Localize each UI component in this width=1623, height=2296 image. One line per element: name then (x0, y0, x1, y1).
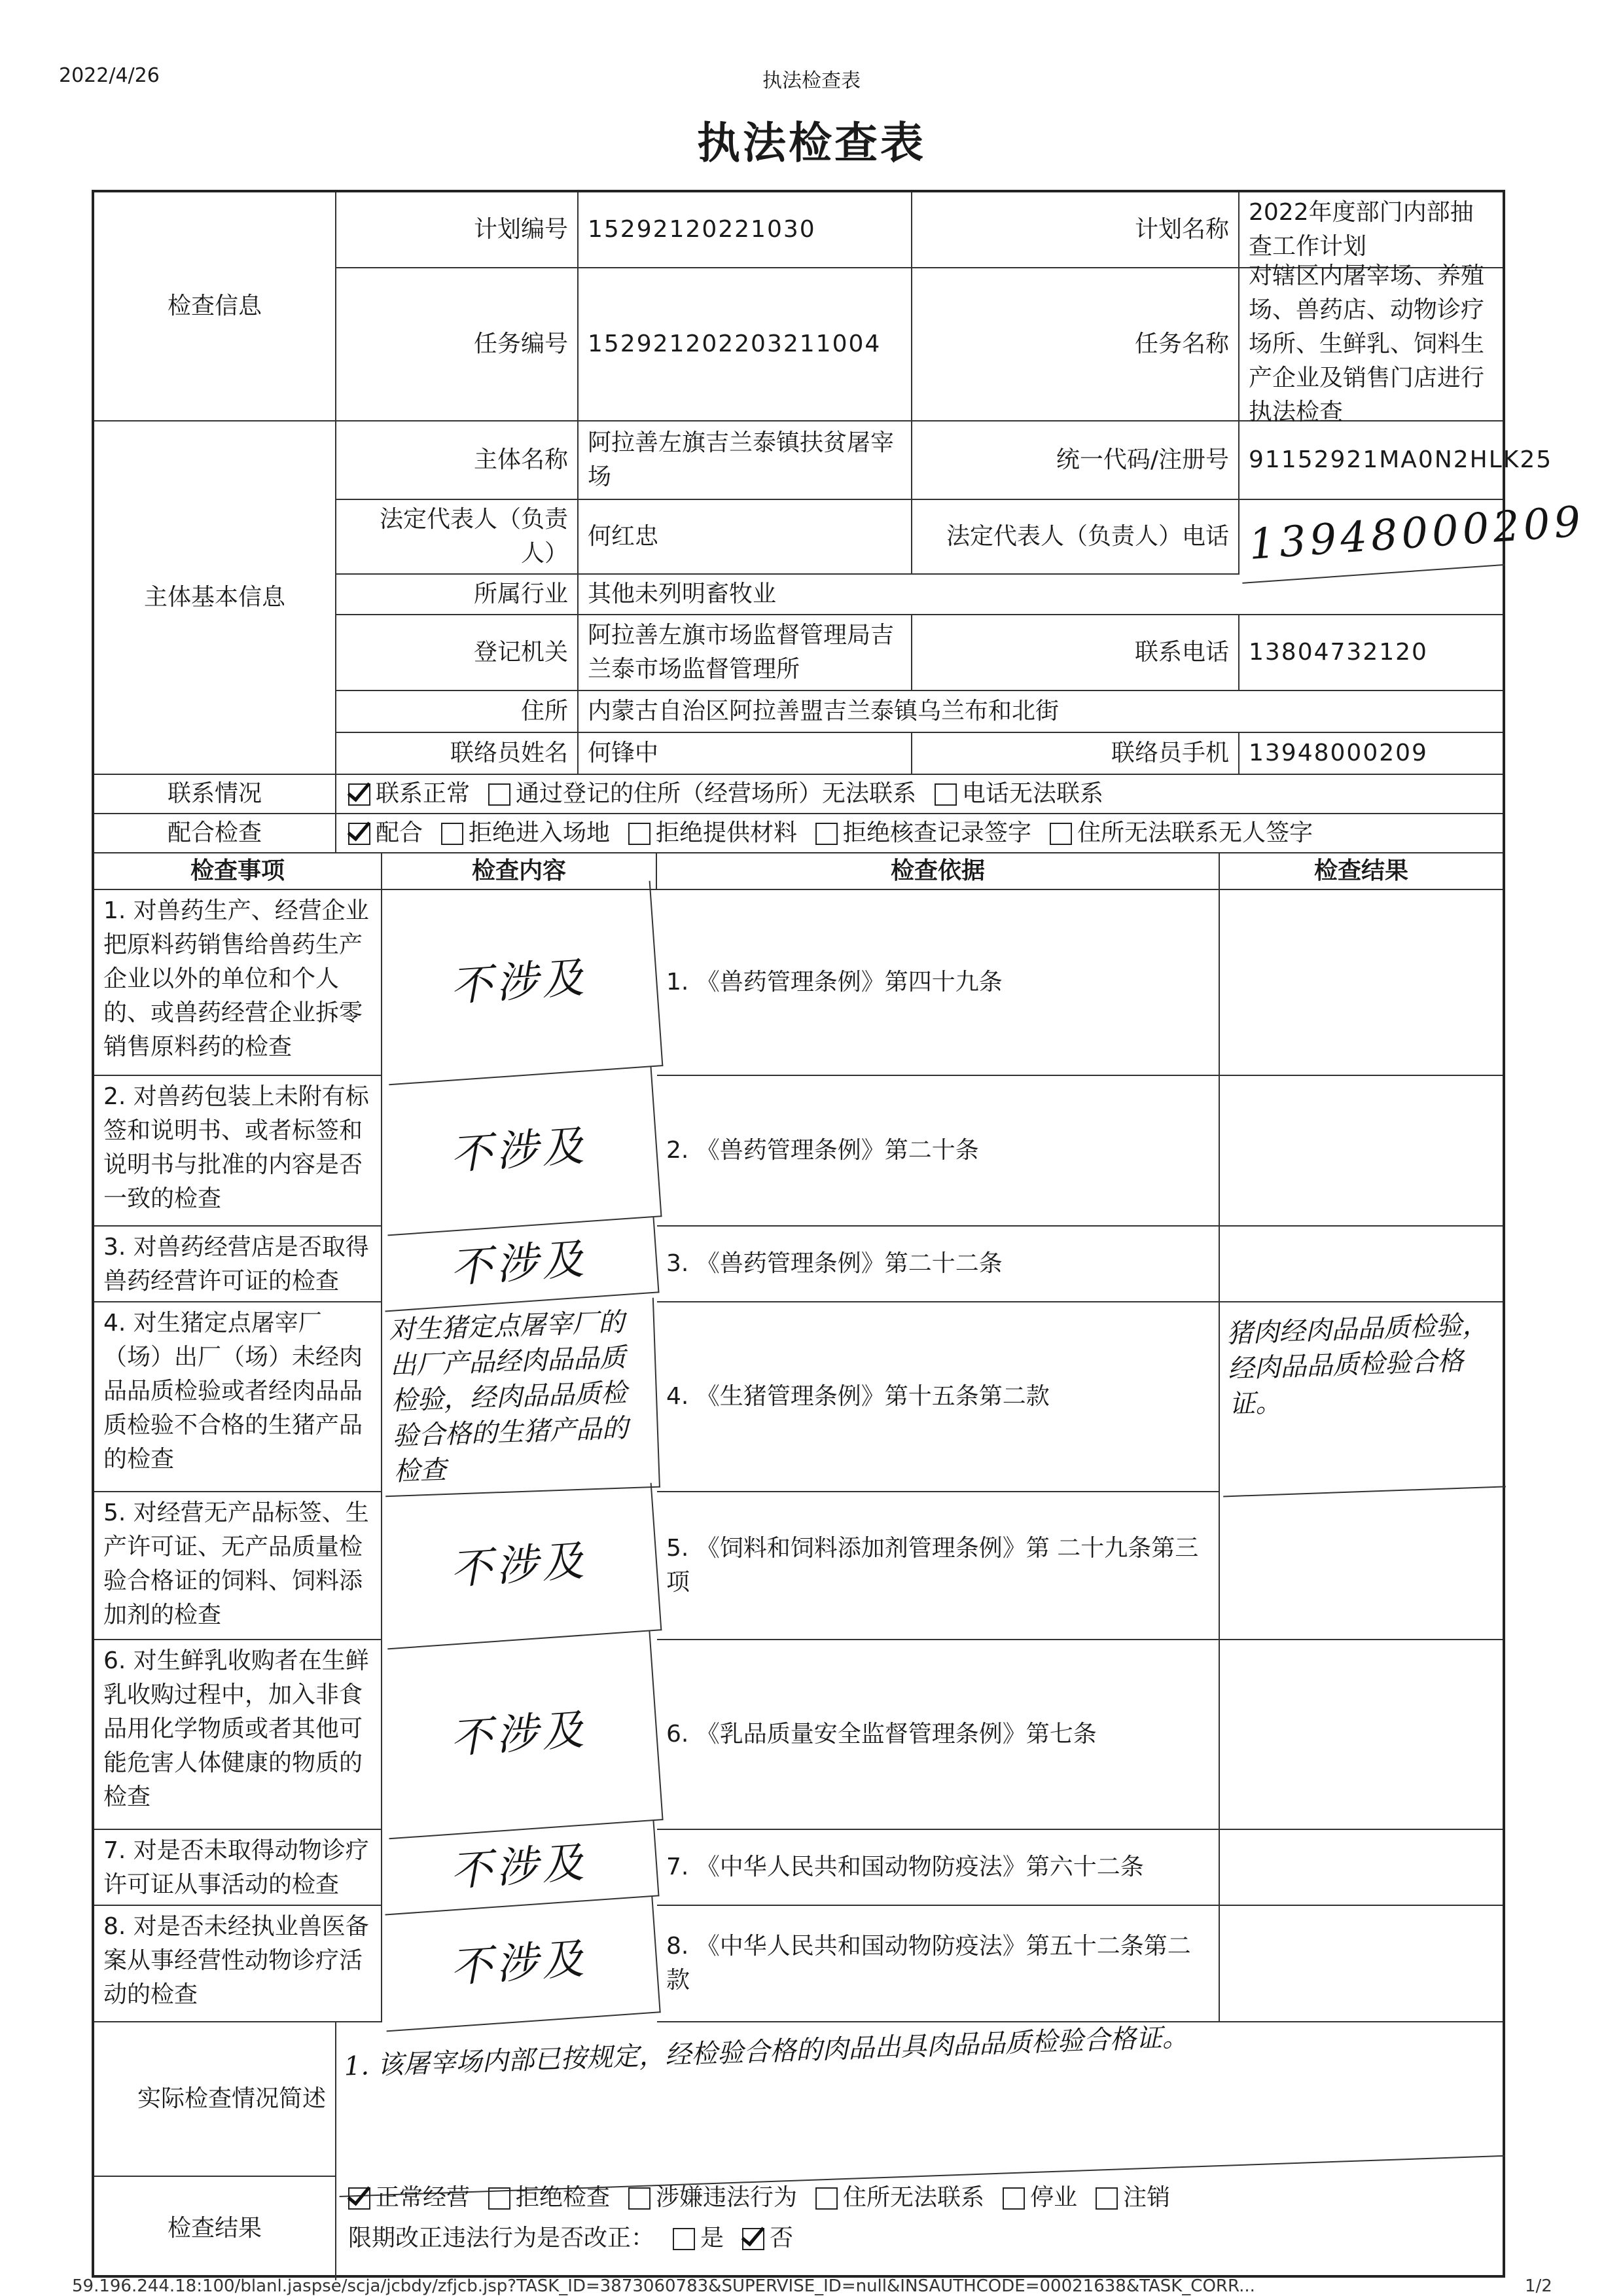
rectify-option-no[interactable] (730, 2221, 793, 2255)
address-row (94, 691, 1503, 733)
checkbox-icon[interactable] (815, 2187, 838, 2210)
item-basis: 3. 《兽药管理条例》第二十二条 (657, 1227, 1220, 1302)
actual-situation-handwritten: 1. 该屠宰场内部已按规定，经检验合格的肉品出具肉品品质检验合格证。 (334, 2002, 1505, 2197)
item-content-handwritten: 不涉及 (378, 1897, 660, 2032)
contact-option-address-unreachable[interactable] (476, 777, 916, 811)
table-row (94, 1302, 1503, 1492)
contact-phone-label: 联系电话 (912, 615, 1240, 691)
authority-value: 阿拉善左旗市场监督管理局吉兰泰市场监督管理所 (579, 615, 912, 691)
item-result (1220, 1640, 1503, 1830)
checkbox-checked-icon[interactable] (348, 783, 370, 806)
option-label: 电话无法联系 (962, 780, 1104, 807)
checkbox-icon[interactable] (441, 823, 463, 845)
liaison-value: 何锋中 (579, 733, 912, 775)
address-label: 住所 (336, 691, 579, 733)
option-label: 注销 (1123, 2184, 1171, 2211)
industry-row (94, 575, 1503, 615)
items-header-result: 检查结果 (1220, 853, 1503, 890)
table-row (94, 890, 1503, 1076)
address-value: 内蒙古自治区阿拉善盟吉兰泰镇乌兰布和北街 (579, 691, 1503, 733)
item-description: 3. 对兽药经营店是否取得兽药经营许可证的检查 (94, 1227, 382, 1302)
print-header-title: 执法检查表 (762, 69, 861, 92)
item-description: 4. 对生猪定点屠宰厂（场）出厂（场）未经肉品品质检验或者经肉品品质检验不合格的生猪产品的检查 (94, 1302, 382, 1492)
option-label: 通过登记的住所（经营场所）无法联系 (516, 780, 917, 807)
print-footer-url: 59.196.244.18:100/blanl.jaspse/scja/jcbdy/zfjcb.jsp?TASK_ID=3873060783&SUPERVISE_ID=null&INSAUTHCODE=00021638&TASK_CORR... (72, 2276, 1255, 2296)
item-result (1220, 1227, 1503, 1302)
checkbox-icon[interactable] (1050, 823, 1072, 845)
cooperation-row (94, 814, 1503, 853)
rectify-label: 限期改正违法行为是否改正： (348, 2225, 655, 2251)
table-row (94, 1492, 1503, 1640)
plan-no-value: 15292120221030 (579, 192, 912, 268)
item-description: 2. 对兽药包装上未附有标签和说明书、或者标签和说明书与批准的内容是否一致的检查 (94, 1076, 382, 1227)
option-label: 拒绝进入场地 (469, 819, 611, 846)
plan-row (94, 192, 1503, 268)
rectify-line (336, 2221, 1493, 2255)
item-content-handwritten: 不涉及 (380, 1217, 659, 1312)
inspection-table (92, 190, 1586, 2278)
checkbox-icon[interactable] (488, 783, 510, 806)
item-result (1220, 890, 1503, 1076)
actual-situation-row (94, 2022, 1503, 2177)
legal-phone-handwritten: 13948000209 (1238, 491, 1505, 584)
document-title: 执法检查表 (697, 118, 926, 168)
authority-label: 登记机关 (336, 615, 579, 691)
contact-status-options (336, 775, 1503, 814)
coop-option-refuse-materials[interactable] (616, 816, 797, 850)
item-result (1220, 1076, 1503, 1227)
items-header-row (94, 853, 1503, 890)
contact-status-label: 联系情况 (94, 775, 336, 814)
option-label: 停业 (1030, 2184, 1078, 2211)
contact-phone-value: 13804732120 (1240, 615, 1503, 691)
item-basis: 7. 《中华人民共和国动物防疫法》第六十二条 (657, 1830, 1220, 1906)
item-basis: 5. 《饲料和饲料添加剂管理条例》第 二十九条第三项 (657, 1492, 1220, 1640)
option-label: 拒绝核查记录签字 (843, 819, 1032, 846)
result-option-normal[interactable] (336, 2181, 470, 2215)
option-label: 拒绝检查 (516, 2184, 611, 2211)
item-result-handwritten: 猪肉经肉品品质检验，经肉品品质检验合格证。 (1217, 1298, 1506, 1498)
liaison-label: 联络员姓名 (336, 733, 579, 775)
option-label: 住所无法联系无人签字 (1077, 819, 1313, 846)
subject-info-label: 主体基本信息 (94, 422, 336, 775)
checkbox-checked-icon[interactable] (348, 2187, 370, 2210)
option-label: 联系正常 (376, 780, 471, 807)
coop-option-refuse-entry[interactable] (429, 816, 610, 850)
task-name-value: 对辖区内屠宰场、养殖场、兽药店、动物诊疗场所、生鲜乳、饲料生产企业及销售门店进行执法检查 (1240, 268, 1503, 422)
checkbox-icon[interactable] (815, 823, 838, 845)
authority-row (94, 615, 1503, 691)
subject-name-value: 阿拉善左旗吉兰泰镇扶贫屠宰场 (579, 422, 912, 500)
item-content-handwritten: 不涉及 (376, 1631, 663, 1840)
option-label: 涉嫌违法行为 (656, 2184, 798, 2211)
item-content-handwritten: 对生猪定点屠宰厂的出厂产品经肉品品质检验，经肉品品质检验合格的生猪产品的检查 (379, 1298, 660, 1497)
contact-status-row (94, 775, 1503, 814)
final-result-options (336, 2177, 1503, 2280)
checkbox-icon[interactable] (673, 2228, 695, 2250)
print-date: 2022/4/26 (59, 64, 160, 87)
item-description: 6. 对生鲜乳收购者在生鲜乳收购过程中，加入非食品用化学物质或者其他可能危害人体健康的物质的检查 (94, 1640, 382, 1830)
option-label: 正常经营 (376, 2184, 471, 2211)
item-result (1220, 1830, 1503, 1906)
industry-value: 其他未列明畜牧业 (579, 575, 1503, 615)
coop-option-no-one[interactable] (1038, 816, 1313, 850)
final-result-label: 检查结果 (94, 2177, 336, 2280)
rectify-option-yes[interactable] (661, 2221, 724, 2255)
option-label: 住所无法联系 (843, 2184, 985, 2211)
liaison-mobile-label: 联络员手机 (912, 733, 1240, 775)
result-option-suspended[interactable] (991, 2181, 1077, 2215)
item-content-handwritten: 不涉及 (378, 1483, 662, 1650)
item-basis: 2. 《兽药管理条例》第二十条 (657, 1076, 1220, 1227)
item-description: 8. 对是否未经执业兽医备案从事经营性动物诊疗活动的检查 (94, 1906, 382, 2022)
task-no-label: 任务编号 (336, 268, 579, 422)
legal-phone-label: 法定代表人（负责人）电话 (912, 500, 1240, 575)
actual-situation-label: 实际检查情况简述 (94, 2022, 336, 2177)
task-row (94, 262, 1503, 425)
cooperation-label: 配合检查 (94, 814, 336, 853)
final-result-row (94, 2177, 1503, 2280)
checkbox-icon[interactable] (1003, 2187, 1025, 2210)
item-result (1220, 1492, 1503, 1640)
task-no-value: 15292120220321100​4 (579, 268, 912, 422)
table-row (94, 1830, 1503, 1906)
industry-label: 所属行业 (336, 575, 579, 615)
code-label: 统一代码/注册号 (912, 422, 1240, 500)
subject-name-label: 主体名称 (336, 422, 579, 500)
table-row (94, 1076, 1503, 1227)
checkbox-icon[interactable] (1096, 2187, 1118, 2210)
checkbox-icon[interactable] (628, 2187, 651, 2210)
items-header-basis: 检查依据 (657, 853, 1220, 890)
option-label: 拒绝提供材料 (656, 819, 798, 846)
legal-rep-value: 何红忠 (579, 500, 912, 575)
checkbox-icon[interactable] (935, 783, 957, 806)
items-header-content: 检查内容 (382, 853, 657, 890)
legal-rep-label: 法定代表人（负责人） (336, 500, 579, 575)
contact-option-phone-unreachable[interactable] (923, 777, 1103, 811)
item-content-handwritten: 不涉及 (380, 1820, 659, 1915)
option-label: 是 (700, 2225, 724, 2251)
final-result-option-line (336, 2181, 1493, 2215)
subject-name-row (94, 422, 1553, 500)
contact-option-normal[interactable] (336, 777, 470, 811)
checkbox-icon[interactable] (488, 2187, 510, 2210)
item-content-handwritten: 不涉及 (376, 881, 664, 1086)
plan-no-label: 计划编号 (336, 192, 579, 268)
print-footer-page: 1/2 (1525, 2276, 1552, 2296)
table-row (94, 1640, 1503, 1830)
item-content-handwritten: 不涉及 (377, 1067, 662, 1236)
coop-option-refuse-sign[interactable] (804, 816, 1031, 850)
checkbox-checked-icon[interactable] (742, 2228, 764, 2250)
result-option-unreachable[interactable] (804, 2181, 984, 2215)
check-info-label: 检查信息 (94, 192, 336, 422)
result-option-refuse[interactable] (476, 2181, 610, 2215)
option-label: 配合 (376, 819, 423, 846)
item-basis: 8. 《中华人民共和国动物防疫法》第五十二条第二款 (657, 1906, 1220, 2022)
item-description: 7. 对是否未取得动物诊疗许可证从事活动的检查 (94, 1830, 382, 1906)
option-label: 否 (770, 2225, 794, 2251)
item-description: 5. 对经营无产品标签、生产许可证、无产品质量检验合格证的饲料、饲料添加剂的检查 (94, 1492, 382, 1640)
item-description: 1. 对兽药生产、经营企业把原料药销售给兽药生产企业以外的单位和个人的、或兽药经营企业拆零销售原料药的检查 (94, 890, 382, 1076)
item-basis: 6. 《乳品质量安全监督管理条例》第七条 (657, 1640, 1220, 1830)
result-option-suspected[interactable] (616, 2181, 797, 2215)
result-option-cancelled[interactable] (1084, 2181, 1170, 2215)
liaison-mobile-value: 13948000209 (1240, 733, 1503, 775)
checkbox-checked-icon[interactable] (348, 823, 370, 845)
legal-rep-row (94, 497, 1586, 575)
task-name-label: 任务名称 (912, 268, 1240, 422)
cooperation-options (336, 814, 1503, 853)
items-header-item: 检查事项 (94, 853, 382, 890)
liaison-row (94, 733, 1503, 775)
table-row (94, 1906, 1503, 2022)
table-row (94, 1227, 1503, 1302)
item-basis: 1. 《兽药管理条例》第四十九条 (657, 890, 1220, 1076)
checkbox-icon[interactable] (628, 823, 651, 845)
plan-name-label: 计划名称 (912, 192, 1240, 268)
item-basis: 4. 《生猪管理条例》第十五条第二款 (657, 1302, 1220, 1492)
coop-option-cooperate[interactable] (336, 816, 423, 850)
plan-name-value: 2022年度部门内部抽查工作计划 (1240, 192, 1503, 268)
code-value: 91152921MA0N2HLK25 (1240, 422, 1503, 500)
